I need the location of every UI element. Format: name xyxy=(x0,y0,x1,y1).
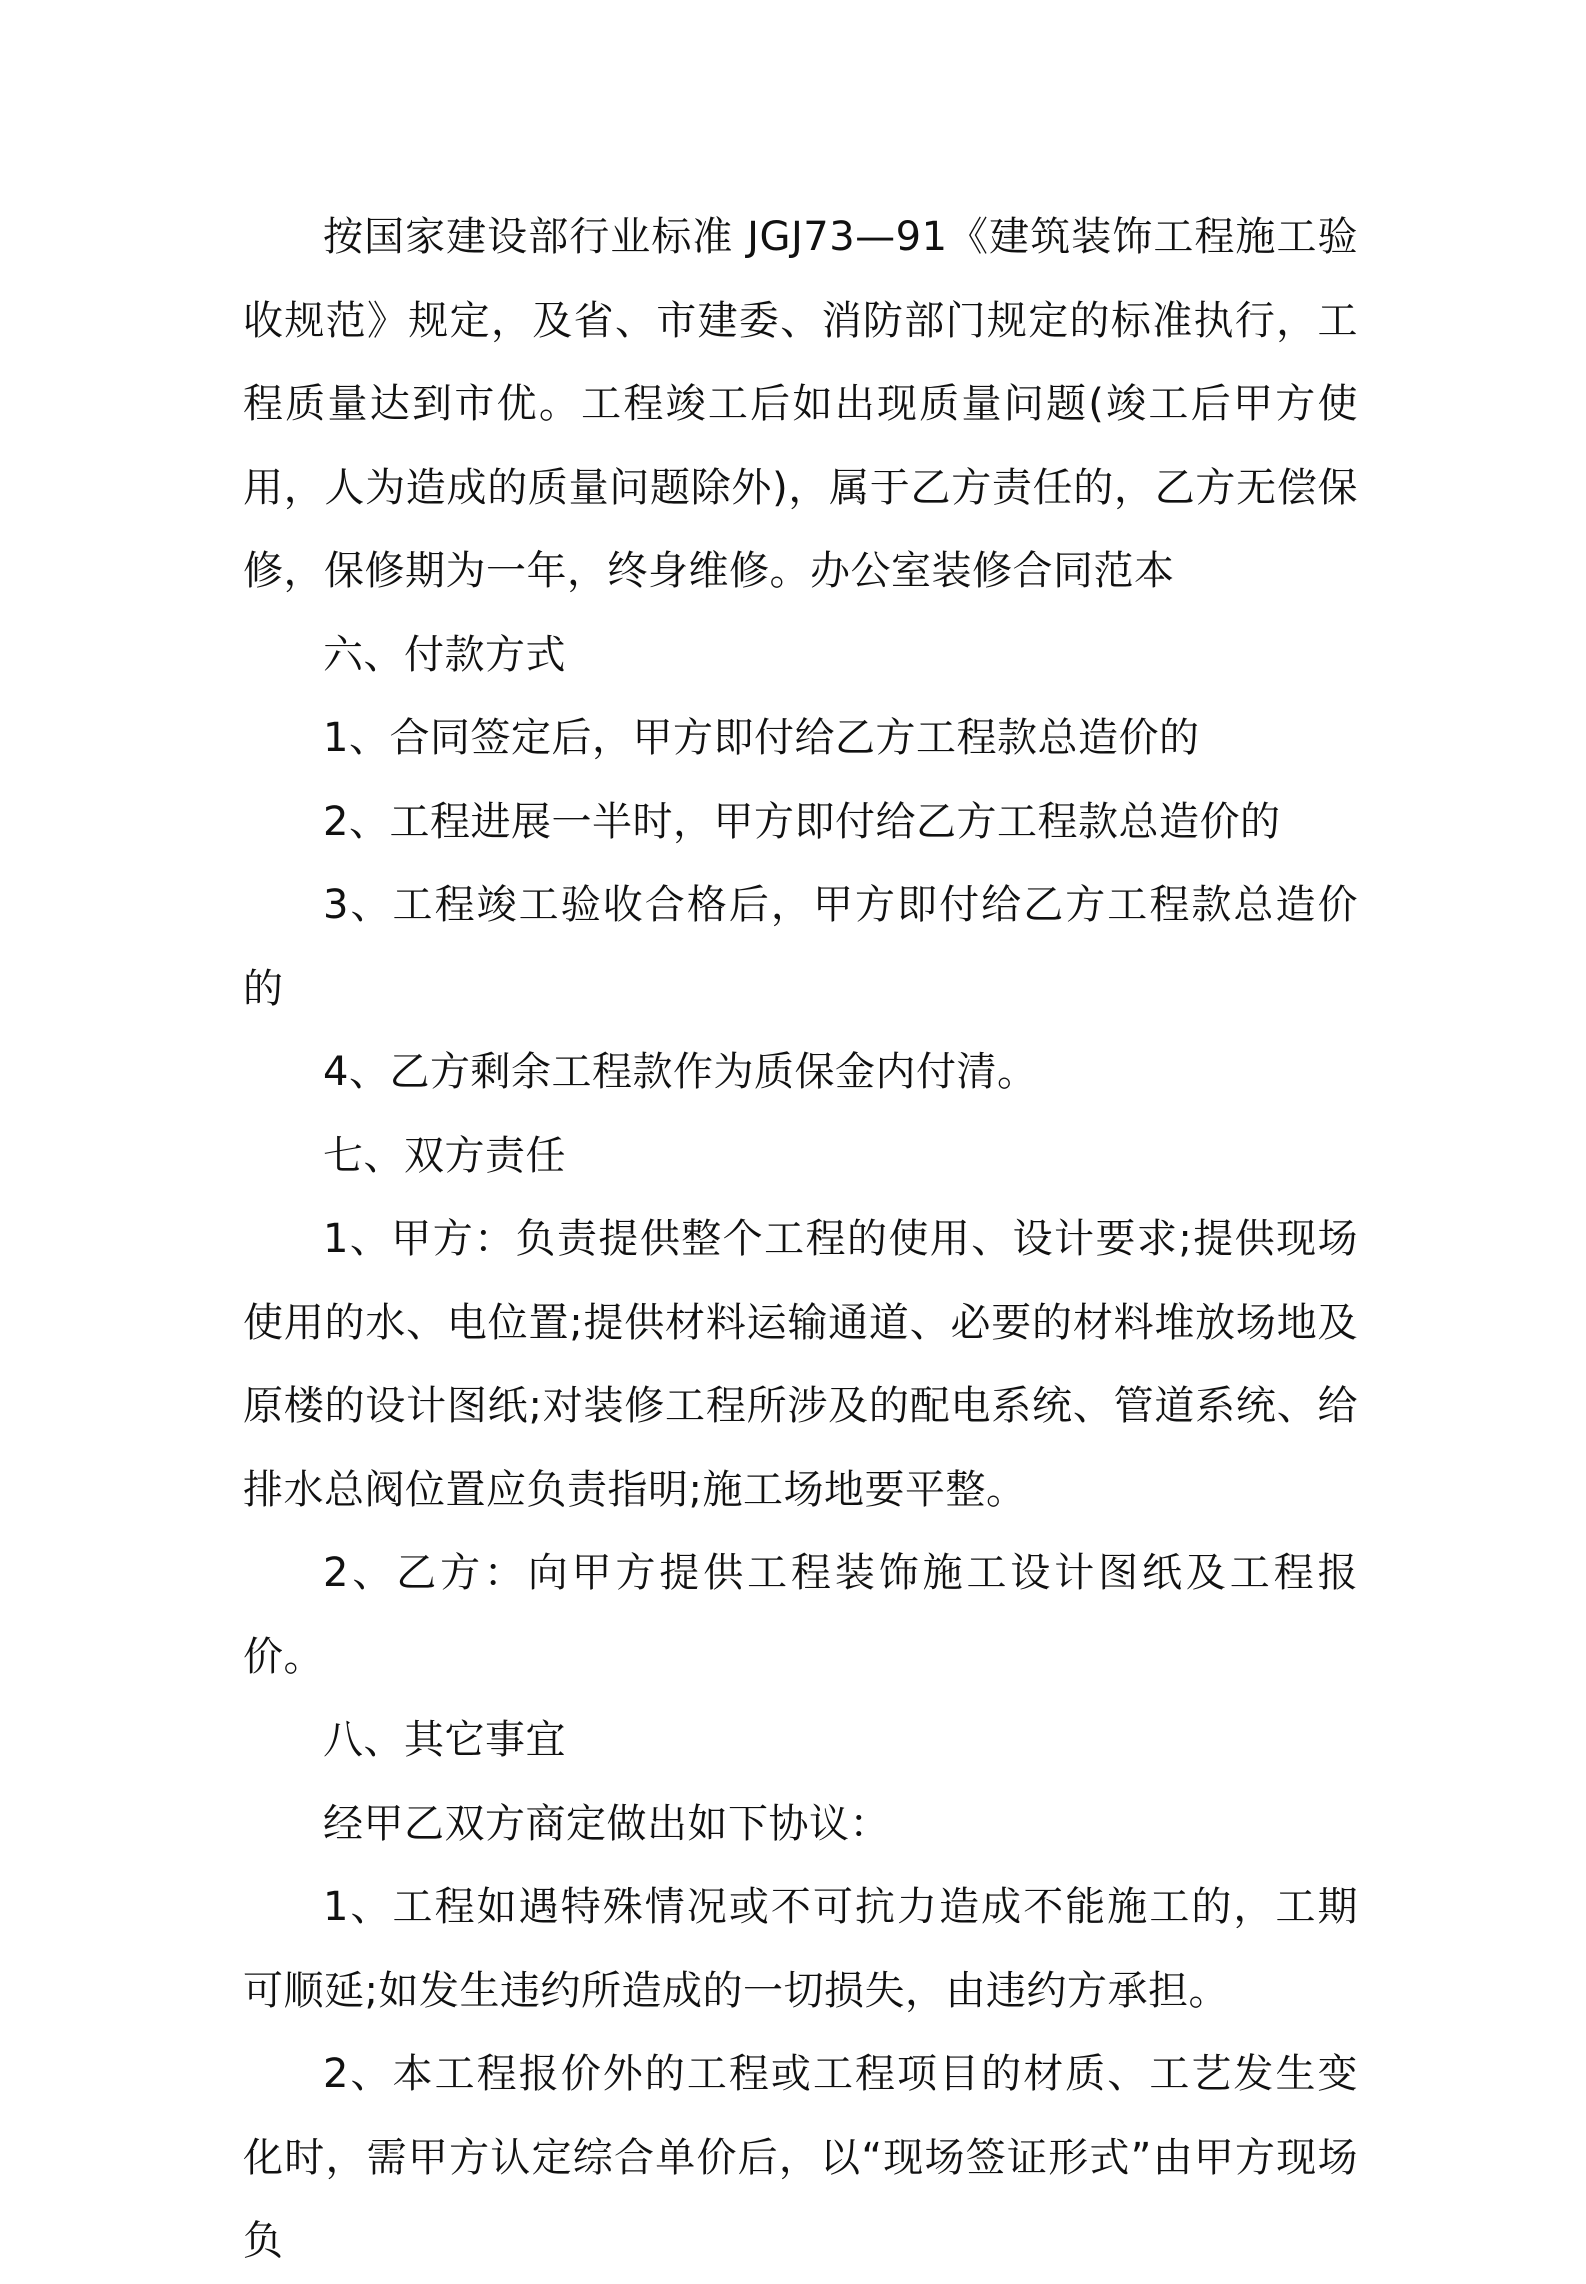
payment-item-1: 1、合同签定后，甲方即付给乙方工程款总造价的 xyxy=(323,715,1200,761)
responsibility-party-a: 1、甲方：负责提供整个工程的使用、设计要求;提供现场使用的水、电位置;提供材料运输通道、必要的材料堆放场地及原楼的设计图纸;对装修工程所涉及的配电系统、管道系统、给排水总阀位置应负责指明;施工场地要平整。 xyxy=(243,1216,1358,1513)
responsibility-party-b: 2、乙方：向甲方提供工程装饰施工设计图纸及工程报价。 xyxy=(243,1550,1358,1680)
paragraph-acceptance-standard: 按国家建设部行业标准 JGJ73—91《建筑装饰工程施工验收规范》规定，及省、市建委、消防部门规定的标准执行，工程质量达到市优。工程竣工后如出现质量问题(竣工后甲方使用，人为造成的质量问题除外)，属于乙方责任的，乙方无偿保修，保修期为一年，终身维修。办公室装修合同范本 xyxy=(243,214,1358,594)
heading-payment-method: 六、付款方式 xyxy=(323,631,566,678)
payment-item-2: 2、工程进展一半时，甲方即付给乙方工程款总造价的 xyxy=(323,798,1281,845)
agreement-item-1: 1、工程如遇特殊情况或不可抗力造成不能施工的，工期可顺延;如发生违约所造成的一切损失，由违约方承担。 xyxy=(243,1884,1358,2014)
agreement-intro: 经甲乙双方商定做出如下协议： xyxy=(323,1800,890,1847)
payment-item-4: 4、乙方剩余工程款作为质保金内付清。 xyxy=(323,1049,1038,1095)
heading-responsibilities: 七、双方责任 xyxy=(323,1132,566,1179)
document-page xyxy=(243,196,1358,2284)
payment-item-3: 3、工程竣工验收合格后，甲方即付给乙方工程款总造价的 xyxy=(243,882,1358,1012)
heading-other-matters: 八、其它事宜 xyxy=(323,1717,566,1763)
agreement-item-2: 2、本工程报价外的工程或工程项目的材质、工艺发生变化时，需甲方认定综合单价后，以“现场签证形式”由甲方现场负 xyxy=(243,2051,1358,2264)
